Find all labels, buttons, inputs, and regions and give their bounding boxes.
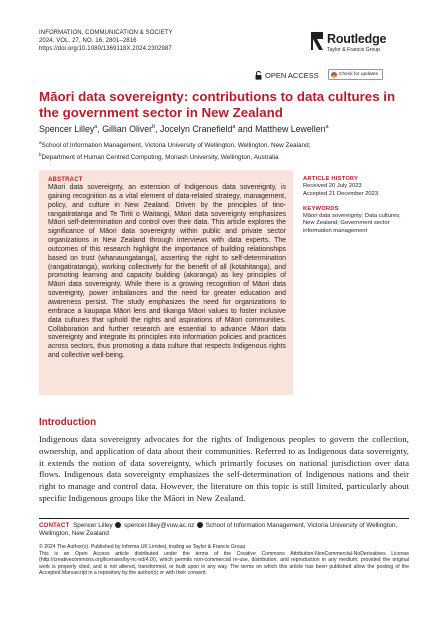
author-separator: , [155,124,161,134]
author-list [39,124,329,134]
contact-label: CONTACT [39,522,70,529]
journal-doi-link[interactable]: https://doi.org/10.1080/1369118X.2024.2302987 [39,46,172,52]
article-sidebar [303,176,408,235]
author-affiliation-mark: a [325,124,329,131]
footnote-divider [39,518,409,519]
location-icon [197,522,203,528]
publisher-logo [310,30,406,60]
contact-name: Spencer Lilley [73,522,113,529]
copyright-line: © 2024 The Author(s). Published by Informa UK Limited, trading as Taylor & Francis Group [39,544,246,550]
license-notice [39,544,409,577]
journal-volume: 2024, VOL. 27, NO. 16, 2801–2816 [39,38,137,44]
license-text: This is an Open Access article distributed under the terms of the Creative Commons Attribution-NonCommercial-NoDerivatives License (http://creativecommons.org/licenses/by-nc-nd/4.0/), which permits non-commercial re-use, distribution, and reproduction in any medium, provided the original work is properly cited, and is not altered, transformed, or built upon in any way. The terms on which this article has been published allow the posting of the Accepted Manuscript in a repository by the author(s) or with their consent. [39,550,409,577]
open-lock-icon [255,71,262,80]
author-name: Jocelyn Cranefield [160,124,233,134]
email-icon [115,522,121,528]
article-title: Māori data sovereignty: contributions to data cultures in the government sector in New Zealand [39,89,396,120]
journal-name: INFORMATION, COMMUNICATION & SOCIETY [39,30,173,36]
accepted-date: Accepted 21 December 2023 [303,190,379,197]
author-affiliation-mark: a [232,124,236,131]
keywords-list: Māori data sovereignty; Data cultures; New Zealand; Government sector information management [303,213,401,234]
check-updates-icon [331,72,337,78]
contact-info [39,522,409,539]
introduction-heading: Introduction [39,417,97,428]
abstract-text: Māori data sovereignty, an extension of Indigenous data sovereignty, is gaining recognition as a vital element of data-related strategy, management, policy, and culture in New Zealand. Driven by the principles of tino-rangatiratanga and Te Tiriti o Waitangi, Māori data sovereignty emphasizes Māori self-determination and control over their data. This article explores the significance of Māori data sovereignty within public and private sector organizations in New Zealand through interviews with data experts. The outcomes of this research highlight the importance of building relationships based on trust (whanaungatanga), asserting the right to self-determination (rangatiratanga), working collectively for the benefit of all (kotahitanga), and promoting learning and capacity building (akoranga) as key principles of Māori data sovereignty. While there is a growing recognition of Māori data sovereignty, power imbalances and the need for greater education and awareness persist. The study emphasizes the need for organizations to embrace a kaupapa Māori lens and tikanga Māori values to foster inclusive data cultures that uphold the rights and aspirations of Māori communities. Collaboration and further research are essential to advance Māori data sovereignty and integrate its principles into information policies and practices across sectors, thus promoting a data culture that respects Indigenous rights and collective well-being. [48,184,286,360]
affiliations [39,139,409,162]
introduction-text: Indigenous data sovereignty advocates for the rights of Indigenous peoples to govern the collection, ownership, and application of data about their communities. Referred to as Indigenous data sovereignty, it extends the notion of data sovereignty, which primarily focuses on national jurisdiction over data flows. Indigenous data sovereignty emphasizes the self-determination of Indigenous nations and their right to manage and control data. However, the literature on this topic is still limited, particularly about specific Indigenous groups like the Māori in New Zealand. [39,434,409,503]
affiliation-line [39,139,409,151]
affiliation-line [39,151,409,163]
author-separator: and [235,124,256,134]
affiliation-text: Department of Human Centred Computing, Monash University, Wellington, Australia [41,153,279,161]
affiliation-mark: b [39,151,42,157]
open-access-label: OPEN ACCESS [265,71,319,80]
affiliation-text: School of Information Management, Victoria University of Wellington, Wellington, New Zealand; [41,142,311,150]
author-name: Spencer Lilley [39,124,95,134]
received-date: Received 20 July 2023 [303,183,362,190]
check-updates-label: Check for updates [339,72,378,77]
publisher-name: Routledge [327,32,387,46]
publisher-group: Taylor & Francis Group [327,47,381,53]
open-access-badge [255,71,319,80]
journal-info [39,29,173,53]
history-heading: ARTICLE HISTORY [303,176,359,182]
author-name: Matthew Lewellen [255,124,326,134]
author-name: Gillian Oliver [102,124,153,134]
author-affiliation-mark: a [94,124,98,131]
affiliation-mark: a [39,140,42,145]
routledge-logo-icon [310,31,324,51]
keywords-heading: KEYWORDS [303,205,339,212]
author-separator: , [97,124,103,134]
contact-address: School of Information Management, Victoria University of Wellington, Wellington, New Zealand [39,522,398,538]
abstract-heading: ABSTRACT [48,177,83,183]
author-affiliation-mark: b [152,124,156,131]
check-updates-button[interactable] [328,69,383,80]
contact-email-link[interactable]: spencer.lilley@vuw.ac.nz [124,522,195,529]
